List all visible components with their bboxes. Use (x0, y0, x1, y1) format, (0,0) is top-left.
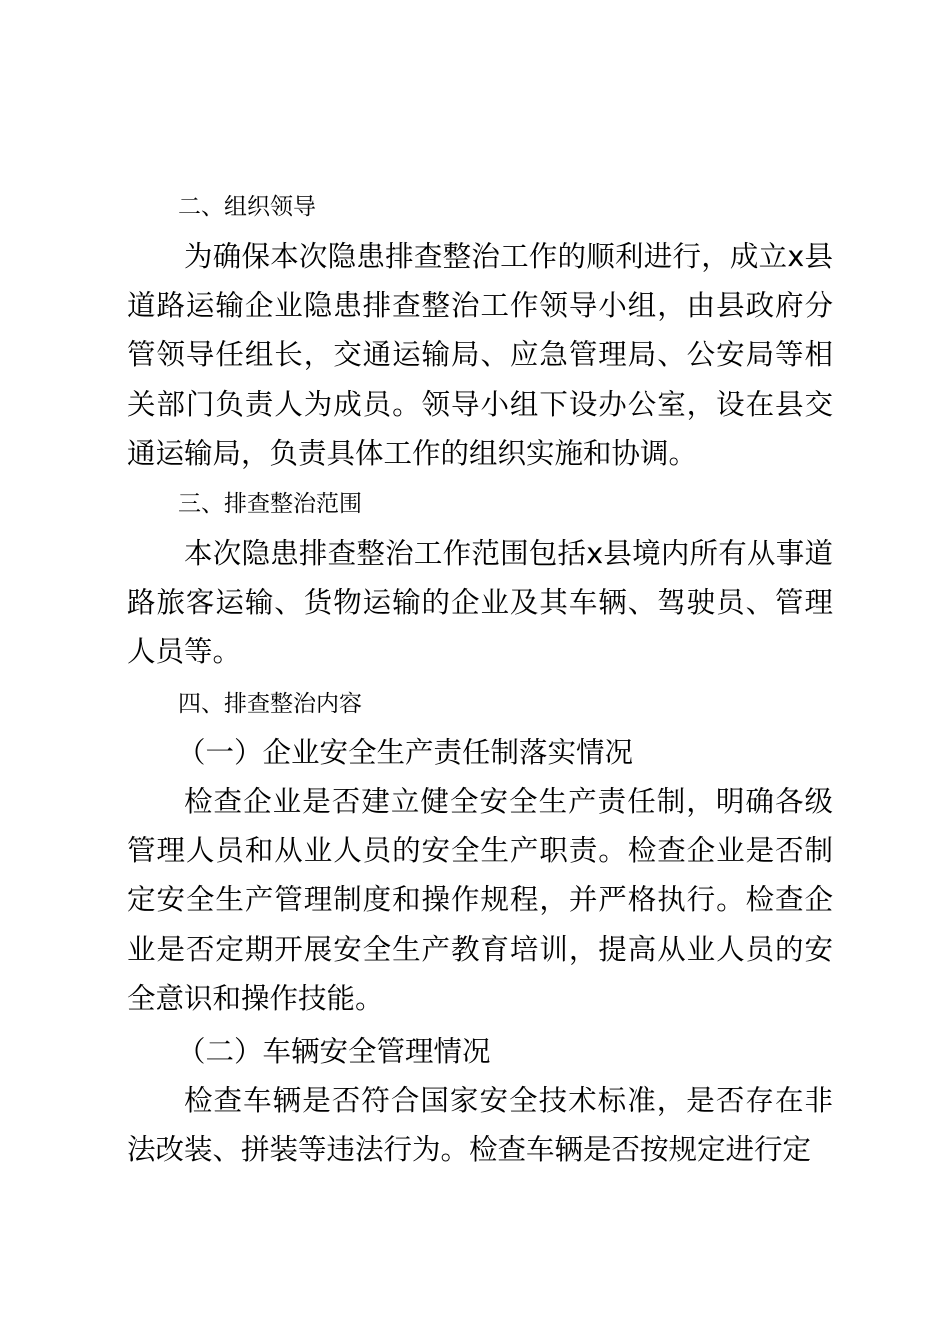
section-heading-scope: 三、排查整治范围 (178, 491, 362, 517)
paragraph-scope: 本次隐患排查整治工作范围包括x县境内所有从事道路旅客运输、货物运输的企业及其车辆、驾驶员、管理人员等。 (127, 537, 833, 669)
paragraph-vehicle: 检查车辆是否符合国家安全技术标准，是否存在非法改装、拼装等违法行为。检查车辆是否按规定进行定 (127, 1084, 833, 1167)
paragraph-organization: 为确保本次隐患排查整治工作的顺利进行，成立x县道路运输企业隐患排查整治工作领导小组，由县政府分管领导任组长，交通运输局、应急管理局、公安局等相关部门负责人为成员。领导小组下设办公室，设在县交通运输局，负责具体工作的组织实施和协调。 (127, 240, 833, 470)
section-heading-organization: 二、组织领导 (178, 194, 316, 220)
paragraph-responsibility: 检查企业是否建立健全安全生产责任制，明确各级管理人员和从业人员的安全生产职责。检查企业是否制定安全生产管理制度和操作规程，并严格执行。检查企业是否定期开展安全生产教育培训，提高从业人员的安全意识和操作技能。 (127, 785, 833, 1015)
subsection-title-responsibility: （一）企业安全生产责任制落实情况 (177, 736, 634, 769)
subsection-title-vehicle: （二）车辆安全管理情况 (177, 1035, 491, 1068)
section-heading-content: 四、排查整治内容 (178, 691, 362, 717)
